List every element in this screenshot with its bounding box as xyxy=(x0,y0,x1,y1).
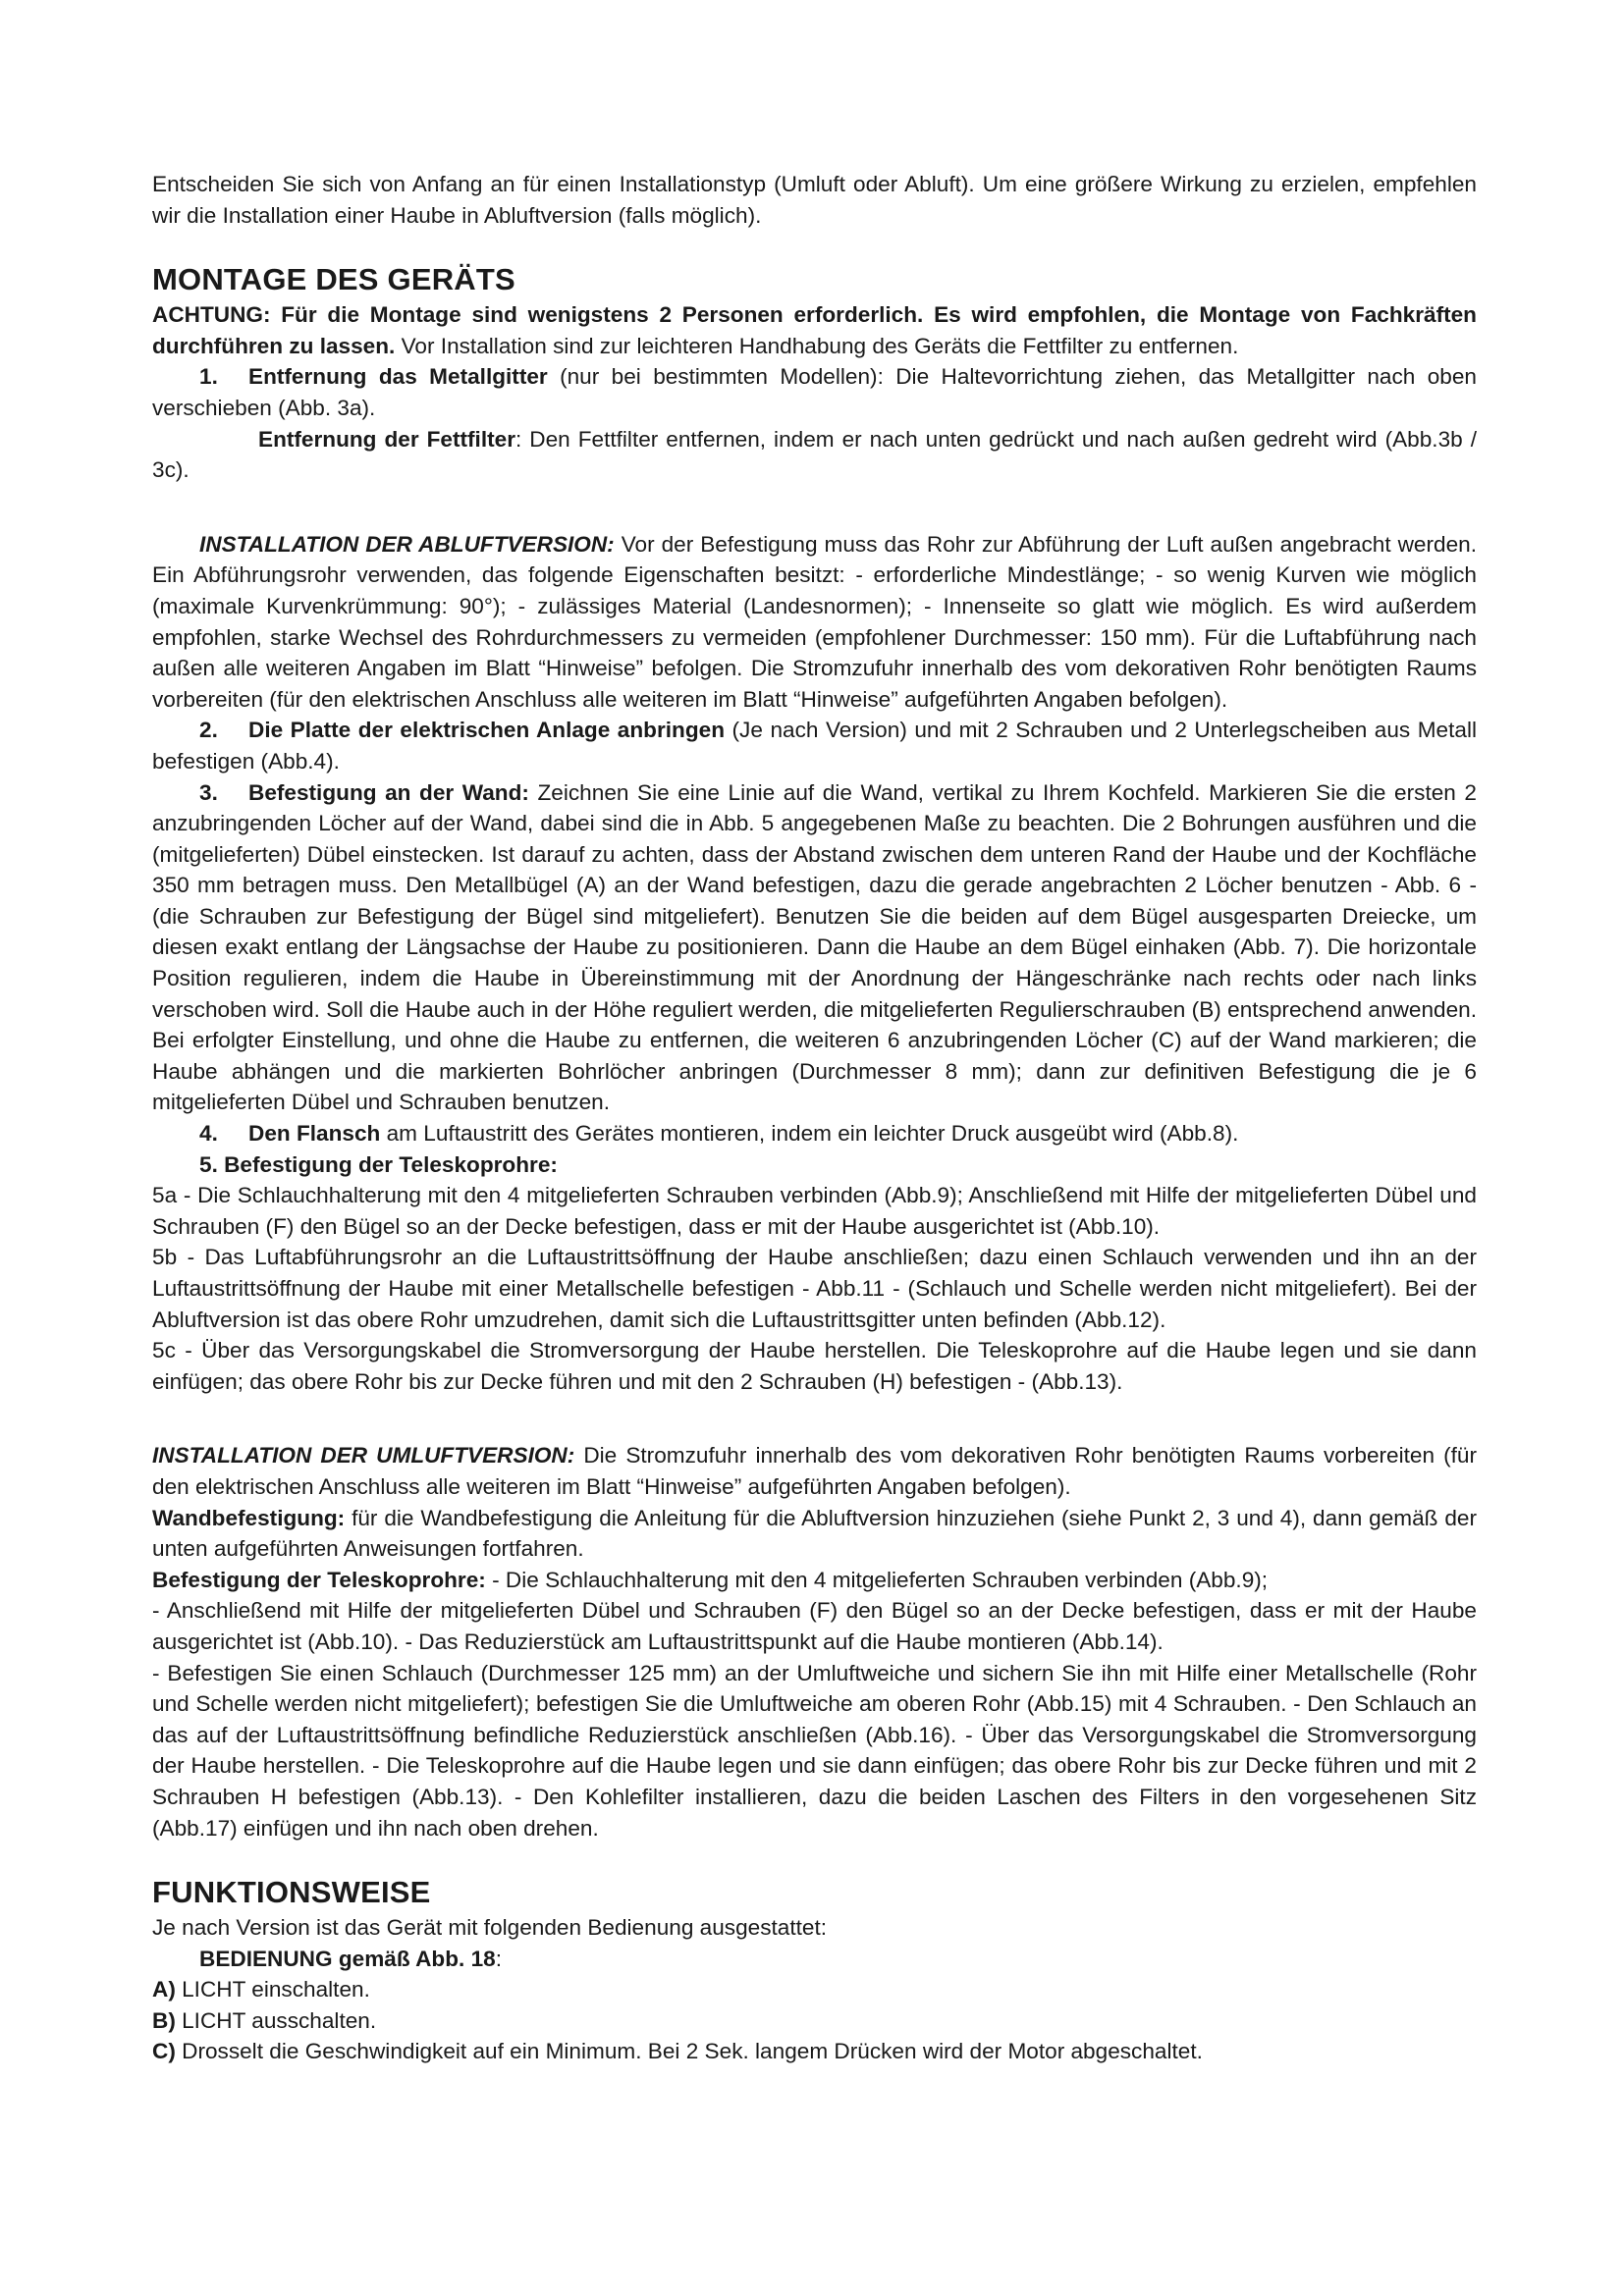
step-4-number: 4. xyxy=(199,1121,218,1147)
umluft-wand xyxy=(152,1503,1477,1565)
step-2-number: 2. xyxy=(199,718,218,743)
step-2-title: Die Platte der elektrischen Anlage anbringen xyxy=(248,718,726,743)
abluft-title: INSTALLATION DER ABLUFTVERSION: xyxy=(199,531,615,557)
step-4-title: Den Flansch xyxy=(248,1121,381,1147)
abluft-text: Vor der Befestigung muss das Rohr zur Abführung der Luft außen angebracht werden. Ein Abführungsrohr verwenden, das folgende Eigenschaften besitzt: - erforderliche Mindestlänge; - so wenig Kurven wie möglich (maximale Kurvenkrümmung: 90°); - zulässiges Material (Landesnormen); - Innenseite so glatt wie möglich. Es wird außerdem empfohlen, starke Wechsel des Rohrdurchmessers zu vermeiden (empfohlener Durchmesser: 150 mm). Für die Luftabführung nach außen alle weiteren Angaben im Blatt “Hinweise” befolgen. Die Stromzufuhr innerhalb des vom dekorativen Rohr benötigten Raums vorbereiten (für den elektrischen Anschluss alle weiteren im Blatt “Hinweise” aufgeführten Angaben befolgen). xyxy=(152,531,1477,712)
control-item-text: Drosselt die Geschwindigkeit auf ein Minimum. Bei 2 Sek. langem Drücken wird der Motor abgeschaltet. xyxy=(175,2039,1203,2064)
step-5b: 5b - Das Luftabführungsrohr an die Luftaustrittsöffnung der Haube anschließen; dazu einen Schlauch verwenden und ihn an der Luftaustrittsöffnung der Haube mit einer Metallschelle befestigen - Abb.11 - (Schlauch und Schelle werden nicht mitgeliefert). Bei der Abluftversion ist das obere Rohr umzudrehen, damit sich die Luftaustrittsgitter unten befinden (Abb.12). xyxy=(152,1245,1477,1332)
step-4 xyxy=(152,1118,1477,1149)
section-title-montage: MONTAGE DES GERÄTS xyxy=(152,262,515,297)
umluft-line-2: - Anschließend mit Hilfe der mitgelieferten Dübel und Schrauben (F) den Bügel so an der Decke befestigen, dass er mit der Haube ausgerichtet ist (Abb.10). - Das Reduzierstück am Luftaustrittspunkt auf die Haube montieren (Abb.14). xyxy=(152,1598,1477,1654)
control-heading xyxy=(152,1944,1477,1975)
control-item-text: LICHT ausschalten. xyxy=(175,2007,377,2033)
umluft-text: Die Stromzufuhr innerhalb des vom dekorativen Rohr benötigten Raums vorbereiten (für den elektrischen Anschluss alle weiteren im Blatt “Hinweise” aufgeführten Angaben befolgen). xyxy=(152,1443,1477,1499)
step-3-title: Befestigung an der Wand: xyxy=(248,779,529,805)
control-item-c xyxy=(152,2036,1477,2067)
step-1-title: Entfernung das Metallgitter xyxy=(248,364,548,390)
section-title-funktion: FUNKTIONSWEISE xyxy=(152,1875,431,1910)
wand-text: für die Wandbefestigung die Anleitung für die Abluftversion hinzuziehen (siehe Punkt 2, 3 und 4), dann gemäß der unten aufgeführten Anweisungen fortfahren. xyxy=(152,1505,1477,1562)
spacer xyxy=(152,1397,1477,1440)
abluft-paragraph xyxy=(152,529,1477,716)
umluft-line-3: - Befestigen Sie einen Schlauch (Durchmesser 125 mm) an der Umluftweiche und sichern Sie ihn mit Hilfe einer Metallschelle (Rohr und Schelle werden nicht mitgeliefert); befestigen Sie die Umluftweiche am oberen Rohr (Abb.15) mit 4 Schrauben. - Den Schlauch an das auf der Luftaustrittsöffnung befindliche Reduzierstück anschließen (Abb.16). - Über das Versorgungskabel die Stromversorgung der Haube herstellen. - Die Teleskoprohre auf die Haube legen und sie dann einfügen; das obere Rohr bis zur Decke führen und mit 2 Schrauben H befestigen (Abb.13). - Den Kohlefilter installieren, dazu die beiden Laschen des Filters in den vorgesehenen Sitz (Abb.17) einfügen und ihn nach oben drehen. xyxy=(152,1660,1477,1841)
step-1-number: 1. xyxy=(199,364,218,390)
step-3-number: 3. xyxy=(199,779,218,805)
spacer xyxy=(152,231,1477,260)
step-1 xyxy=(152,361,1477,423)
step-5-title: 5. Befestigung der Teleskoprohre: xyxy=(199,1151,558,1177)
step-4-text: am Luftaustritt des Gerätes montieren, indem ein leichter Druck ausgeübt wird (Abb.8). xyxy=(380,1121,1239,1147)
warning-rest: Vor Installation sind zur leichteren Handhabung des Geräts die Fettfilter zu entfernen. xyxy=(395,333,1239,358)
umluft-title: INSTALLATION DER UMLUFTVERSION: xyxy=(152,1443,575,1468)
control-item-text: LICHT einschalten. xyxy=(175,1977,370,2002)
umluft-paragraph xyxy=(152,1440,1477,1502)
control-item-b xyxy=(152,2005,1477,2037)
montage-warning xyxy=(152,299,1477,361)
step-5a: 5a - Die Schlauchhalterung mit den 4 mitgelieferten Schrauben verbinden (Abb.9); Anschließend mit Hilfe der mitgelieferten Dübel und Schrauben (F) den Bügel so an der Decke befestigen, dass er mit der Haube ausgerichtet ist (Abb.10). xyxy=(152,1183,1477,1239)
step-1b-title: Entfernung der Fettfilter xyxy=(258,426,515,452)
tele-text: - Die Schlauchhalterung mit den 4 mitgelieferten Schrauben verbinden (Abb.9); xyxy=(485,1567,1269,1592)
control-item-key: A) xyxy=(152,1977,176,2002)
step-5c: 5c - Über das Versorgungskabel die Stromversorgung der Haube herstellen. Die Teleskoprohre auf die Haube legen und sie dann einfügen; das obere Rohr bis zur Decke führen und mit den 2 Schrauben (H) befestigen - (Abb.13). xyxy=(152,1338,1477,1394)
step-5-heading xyxy=(152,1149,1477,1181)
warning-bold: ACHTUNG: Für die Montage sind wenigstens 2 Personen erforderlich. Es wird empfohlen, die Montage von Fachkräften durchführen zu lassen. xyxy=(152,302,1477,358)
wand-title: Wandbefestigung: xyxy=(152,1505,346,1530)
step-2 xyxy=(152,715,1477,776)
control-colon: : xyxy=(495,1946,502,1971)
spacer xyxy=(152,1843,1477,1873)
umluft-tele xyxy=(152,1565,1477,1596)
step-2-text: (Je nach Version) und mit 2 Schrauben und 2 Unterlegscheiben aus Metall befestigen (Abb.4). xyxy=(152,718,1477,774)
control-item-key: B) xyxy=(152,2007,176,2033)
funktion-intro: Je nach Version ist das Gerät mit folgenden Bedienung ausgestattet: xyxy=(152,1915,828,1941)
step-1b-text: : Den Fettfilter entfernen, indem er nach unten gedrückt und nach außen gedreht wird (Abb.3b / 3c). xyxy=(152,426,1477,483)
control-item-key: C) xyxy=(152,2039,176,2064)
spacer xyxy=(152,486,1477,529)
step-1b xyxy=(152,424,1477,486)
intro-paragraph: Entscheiden Sie sich von Anfang an für einen Installationstyp (Umluft oder Abluft). Um eine größere Wirkung zu erzielen, empfehlen wir die Installation einer Haube in Abluftversion (falls möglich). xyxy=(152,172,1477,228)
step-1-text: (nur bei bestimmten Modellen): Die Haltevorrichtung ziehen, das Metallgitter nach oben verschieben (Abb. 3a). xyxy=(152,364,1477,420)
step-3 xyxy=(152,777,1477,1119)
control-item-a xyxy=(152,1974,1477,2005)
control-title: BEDIENUNG gemäß Abb. 18 xyxy=(199,1946,496,1971)
step-3-text: Zeichnen Sie eine Linie auf die Wand, vertikal zu Ihrem Kochfeld. Markieren Sie die ersten 2 anzubringenden Löcher auf der Wand, dabei sind die in Abb. 5 angegebenen Maße zu beachten. Die 2 Bohrungen ausführen und die (mitgelieferten) Dübel einstecken. Ist darauf zu achten, dass der Abstand zwischen dem unteren Rand der Haube und der Kochfläche 350 mm betragen muss. Den Metallbügel (A) an der Wand befestigen, dazu die gerade angebrachten 2 Löcher benutzen - Abb. 6 - (die Schrauben zur Befestigung der Bügel sind mitgeliefert). Benutzen Sie die beiden auf dem Bügel ausgesparten Dreiecke, um diesen exakt entlang der Längsachse der Haube zu positionieren. Dann die Haube an dem Bügel einhaken (Abb. 7). Die horizontale Position regulieren, indem die Haube in Übereinstimmung mit der Anordnung der Hängeschränke nach rechts oder nach links verschoben wird. Soll die Haube auch in der Höhe reguliert werden, die mitgelieferten Regulierschrauben (B) entsprechend anwenden. Bei erfolgter Einstellung, und ohne die Haube zu entfernen, die weiteren 6 anzubringenden Löcher (C) auf der Wand markieren; die Haube abhängen und die markierten Bohrlöcher anbringen (Durchmesser 8 mm); dann zur definitiven Befestigung die je 6 mitgelieferten Dübel und Schrauben benutzen. xyxy=(152,779,1477,1115)
tele-title: Befestigung der Teleskoprohre: xyxy=(152,1567,486,1592)
